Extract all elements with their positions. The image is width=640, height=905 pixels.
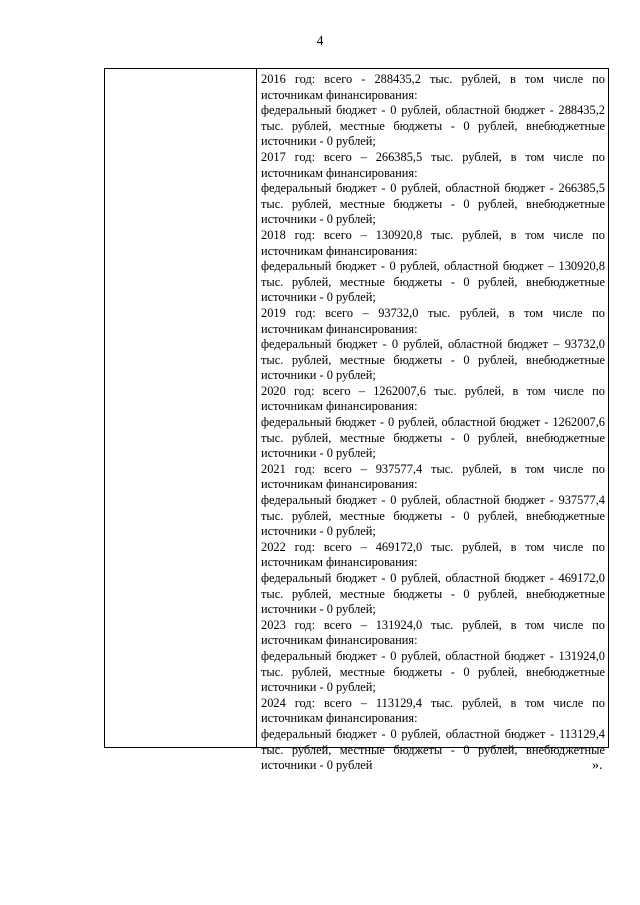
paragraph: 2019 год: всего – 93732,0 тыс. рублей, в том числе по источникам финансирования:	[261, 305, 605, 336]
paragraph: федеральный бюджет - 0 рублей, областной бюджет - 288435,2 тыс. рублей, местные бюджеты - 0 рублей, внебюджетные источники - 0 рублей;	[261, 103, 605, 149]
paragraph: федеральный бюджет - 0 рублей, областной бюджет - 131924,0 тыс. рублей, местные бюджеты - 0 рублей, внебюджетные источники - 0 рублей;	[261, 648, 605, 695]
table-right-column	[257, 69, 608, 773]
paragraph: 2024 год: всего – 113129,4 тыс. рублей, в том числе по источникам финансирования:	[261, 695, 605, 726]
paragraph: 2018 год: всего – 130920,8 тыс. рублей, в том числе по источникам финансирования:	[261, 227, 605, 258]
paragraph: 2021 год: всего – 937577,4 тыс. рублей, в том числе по источникам финансирования:	[261, 461, 605, 492]
paragraph: федеральный бюджет - 0 рублей, областной бюджет - 937577,4 тыс. рублей, местные бюджеты - 0 рублей, внебюджетные источники - 0 рублей;	[261, 493, 605, 539]
table-left-column	[105, 69, 257, 747]
paragraph: 2020 год: всего – 1262007,6 тыс. рублей, в том числе по источникам финансирования:	[261, 383, 605, 414]
closing-quote-mark: ».	[592, 758, 603, 773]
paragraph: федеральный бюджет - 0 рублей, областной бюджет - 113129,4 тыс. рублей, местные бюджеты - 0 рублей, внебюджетные источники - 0 рублей	[261, 726, 605, 773]
paragraph: 2022 год: всего – 469172,0 тыс. рублей, в том числе по источникам финансирования:	[261, 539, 605, 570]
paragraph: федеральный бюджет - 0 рублей, областной бюджет – 130920,8 тыс. рублей, местные бюджеты - 0 рублей, внебюджетные источники - 0 рублей;	[261, 259, 605, 305]
paragraph: федеральный бюджет - 0 рублей, областной бюджет - 469172,0 тыс. рублей, местные бюджеты - 0 рублей, внебюджетные источники - 0 рублей;	[261, 571, 605, 617]
paragraph: федеральный бюджет - 0 рублей, областной бюджет – 93732,0 тыс. рублей, местные бюджеты - 0 рублей, внебюджетные источники - 0 рублей;	[261, 337, 605, 383]
page-number: 4	[316, 34, 324, 49]
financing-table	[104, 68, 609, 773]
paragraph: федеральный бюджет - 0 рублей, областной бюджет - 1262007,6 тыс. рублей, местные бюджеты - 0 рублей, внебюджетные источники - 0 рублей;	[261, 415, 605, 461]
paragraph: 2016 год: всего - 288435,2 тыс. рублей, в том числе по источникам финансирования:	[261, 72, 605, 102]
paragraph: 2023 год: всего – 131924,0 тыс. рублей, в том числе по источникам финансирования:	[261, 617, 605, 648]
paragraph: федеральный бюджет - 0 рублей, областной бюджет - 266385,5 тыс. рублей, местные бюджеты - 0 рублей, внебюджетные источники - 0 рублей;	[261, 181, 605, 227]
paragraph: 2017 год: всего – 266385,5 тыс. рублей, в том числе по источникам финансирования:	[261, 149, 605, 180]
